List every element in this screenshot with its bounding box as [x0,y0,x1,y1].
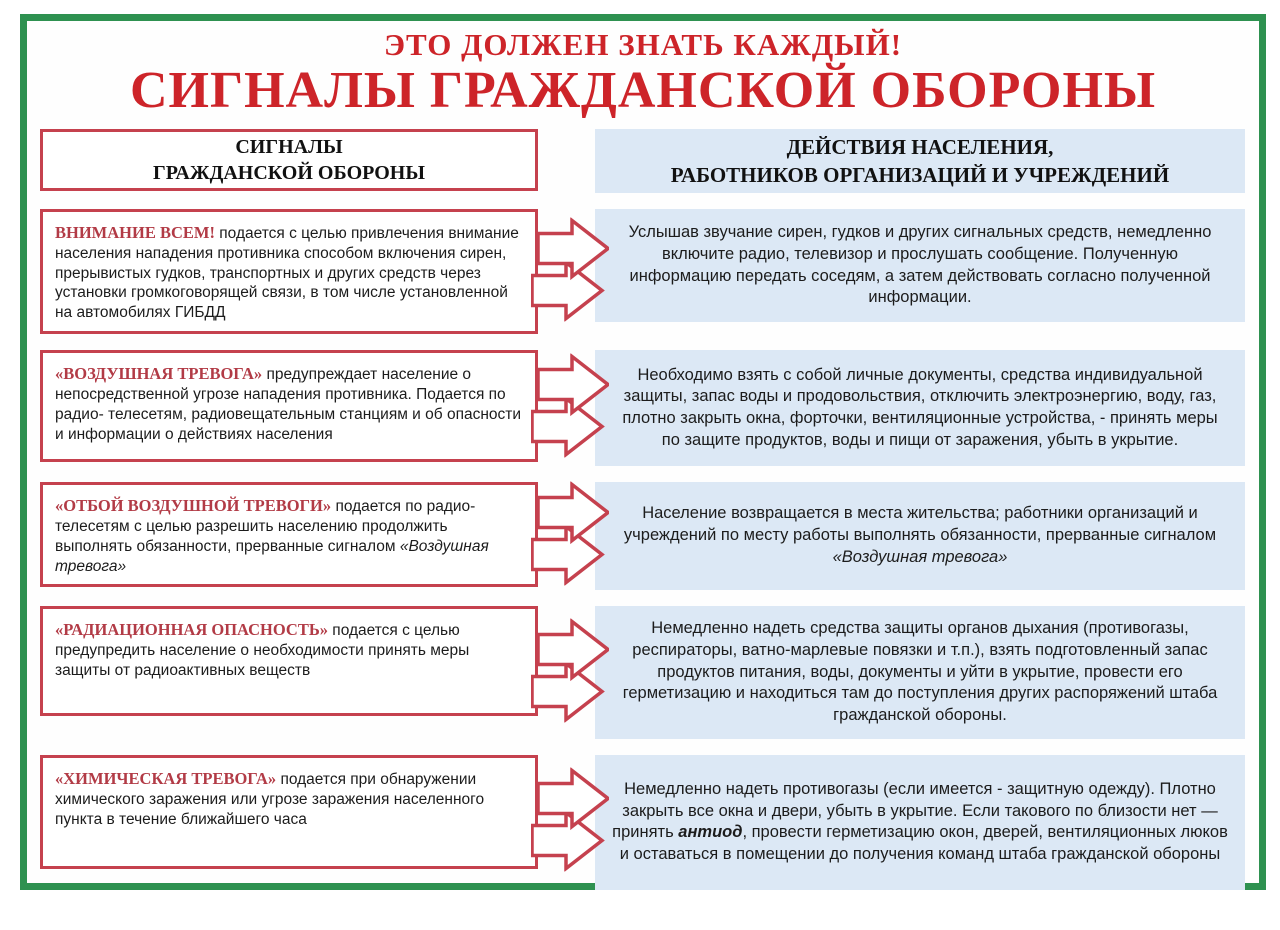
signal-heading: «РАДИАЦИОННАЯ ОПАСНОСТЬ» [55,620,328,640]
actions-column-header [595,129,1245,193]
double-right-arrow-icon [531,482,609,591]
signal-body: подается с целью привлечения внимание населения нападения противника способом включения сирен, прерывистых гудков, транспортных и других средств через установки громкоговорящей связи, в том числе установленной на автомобилях ГИБДД [55,225,519,322]
signal-air-raid-all-clear [40,482,538,587]
signal-chemical-alert [40,755,538,869]
poster-frame [20,14,1266,890]
signal-heading: ВНИМАНИЕ ВСЕМ! [55,223,215,242]
signal-body: предупреждает население о непосредственной угрозе нападения противника. Подается по радио- телесетям, радиовещательным станциям и об опасности и информации о действиях населения [55,366,522,443]
signal-body: подается по радио- телесетям с целью разрешить населению продолжить выполнять обязанности, прерванные сигналом «Воздушная тревога» [55,498,489,575]
poster-kicker: ЭТО ДОЛЖЕН ЗНАТЬ КАЖДЫЙ! [383,27,903,62]
signal-heading: «ХИМИЧЕСКАЯ ТРЕВОГА» [55,768,277,788]
action-text: Население возвращается в места жительства; работники организаций и учреждений по месту работы выполнять обязанности, прерванные сигналом «Воздушная тревога» [623,504,1217,567]
actions-column-header-line2: РАБОТНИКОВ ОРГАНИЗАЦИЙ И УЧРЕЖДЕНИЙ [670,163,1170,187]
signal-heading: «ОТБОЙ ВОЗДУШНОЙ ТРЕВОГИ» [55,496,332,516]
action-air-raid-alert [595,350,1245,466]
signals-column-header-line1: СИГНАЛЫ [235,136,343,158]
signal-air-raid-alert [40,350,538,462]
signal-heading: «ВОЗДУШНАЯ ТРЕВОГА» [55,364,263,384]
double-right-arrow-icon [531,354,609,463]
double-right-arrow-icon [531,217,609,326]
action-text: Немедленно надеть противогазы (если имеется - защитную одежду). Плотно закрыть все окна и двери, убыть в укрытие. Если такового по близости нет — принять антиод, провести герметизацию окон, дверей, вентиляционных люков и оставаться в помещении до получения команд штаба гражданской обороны [612,779,1228,864]
actions-column-header-line1: ДЕЙСТВИЯ НАСЕЛЕНИЯ, [786,134,1054,159]
signal-radiation-danger [40,606,538,716]
signal-body: подается при обнаружении химического заражения или угрозе заражения населенного пункта в течение ближайшего часа [55,770,485,828]
action-air-raid-all-clear [595,482,1245,590]
action-text: Необходимо взять с собой личные документы, средства индивидуальной защиты, запас воды и продовольствия, отключить электроэнергию, воду, газ, плотно закрыть окна, форточки, вентиляционные устройства, - принять меры по защите продуктов, воды и пищи от заражения, убыть в укрытие. [622,365,1218,449]
arrow-cell [538,209,595,334]
action-chemical-alert [595,755,1245,890]
action-text: Услышав звучание сирен, гудков и других сигнальных средств, немедленно включите радио, телевизор и прослушать сообщение. Полученную информацию передать соседям, а затем действовать согласно полученной информации. [628,222,1212,307]
signals-table [40,129,1245,890]
signals-column-header-line2: ГРАЖДАНСКОЙ ОБОРОНЫ [153,162,425,184]
action-radiation-danger [595,606,1245,739]
signal-attention-all [40,209,538,334]
action-attention-all [595,209,1245,322]
double-right-arrow-icon [531,618,609,727]
arrow-cell [538,482,595,590]
action-text: Немедленно надеть средства защиты органов дыхания (противогазы, респираторы, ватно-марлевые повязки и т.п.), взять подготовленный запас продуктов питания, воды, документы и уйти в укрытие, провести его герметизацию и находиться там до поступления других распоряжений штаба гражданской обороны. [622,619,1218,725]
page-title: СИГНАЛЫ ГРАЖДАНСКОЙ ОБОРОНЫ [129,62,1157,119]
arrow-cell [538,755,595,890]
arrow-cell [538,350,595,466]
arrow-cell [538,606,595,739]
signals-column-header [40,129,538,191]
double-right-arrow-icon [531,768,609,877]
signal-body: подается с целью предупредить население о необходимости принять меры защиты от радиоактивных веществ [55,622,470,679]
